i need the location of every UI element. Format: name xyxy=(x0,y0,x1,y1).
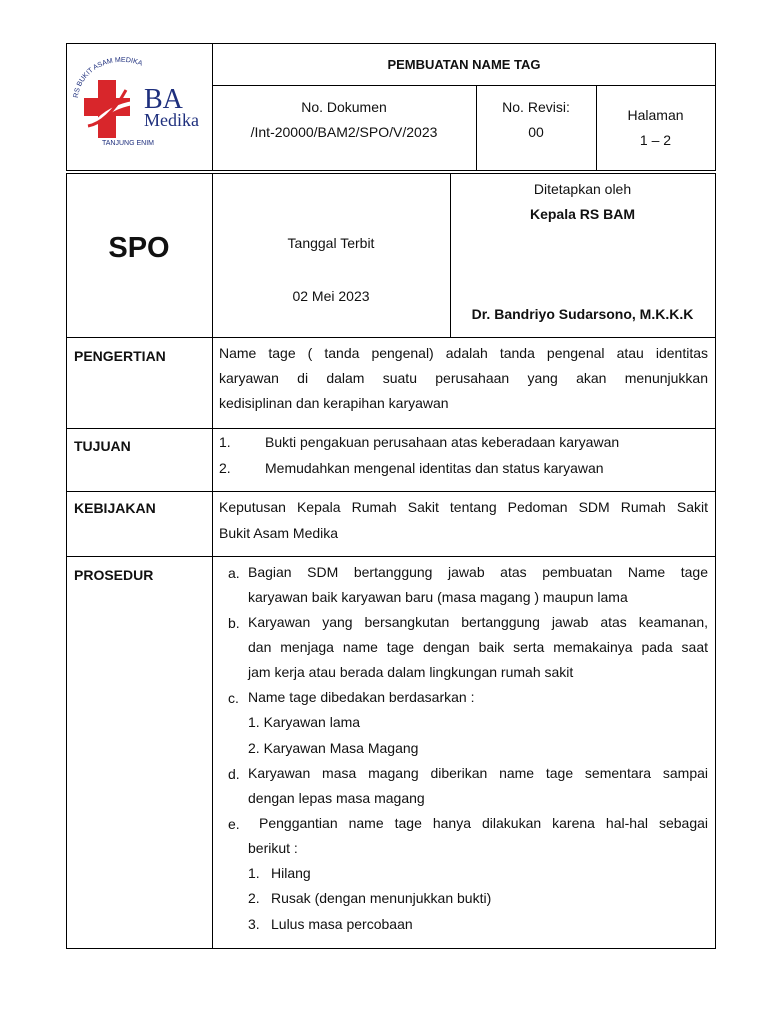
set-by-label: Ditetapkan oleh xyxy=(533,181,632,197)
prosedur-e-subitem-number: 1. xyxy=(248,865,260,881)
prosedur-e-subitem-text: Rusak (dengan menunjukkan bukti) xyxy=(271,890,492,906)
tujuan-item-number: 1. xyxy=(219,434,231,450)
spo-label: SPO xyxy=(108,232,170,264)
prosedur-b-line: jam kerja atau berada dalam lingkungan rumah sakit xyxy=(248,664,574,680)
prosedur-e-line: Penggantian name tage hanya dilakukan karena hal-hal sebagai xyxy=(248,815,708,831)
prosedur-marker-c: c. xyxy=(228,690,239,706)
prosedur-b-line: dan menjaga name tage dengan baik serta memakainya pada saat xyxy=(248,639,708,655)
revision-value: 00 xyxy=(528,124,544,140)
logo-arc-text: RS BUKIT ASAM MEDIKA xyxy=(72,56,144,99)
hospital-logo xyxy=(70,52,210,160)
prosedur-d-line: dengan lepas masa magang xyxy=(248,790,425,806)
tujuan-item-number: 2. xyxy=(219,460,231,476)
prosedur-marker-a: a. xyxy=(228,565,240,581)
section-label-tujuan: TUJUAN xyxy=(74,438,131,454)
prosedur-e-subitem-number: 2. xyxy=(248,890,260,906)
issue-date-value: 02 Mei 2023 xyxy=(292,288,370,304)
tujuan-item-text: Memudahkan mengenal identitas dan status karyawan xyxy=(265,460,604,476)
prosedur-e-subitem-text: Lulus masa percobaan xyxy=(271,916,413,932)
doc-number-label: No. Dokumen xyxy=(301,99,387,115)
prosedur-c-line: Name tage dibedakan berdasarkan : xyxy=(248,689,475,705)
page-label: Halaman xyxy=(627,107,684,123)
prosedur-d-line: Karyawan masa magang diberikan name tage sementara sampai xyxy=(248,765,708,781)
prosedur-a-line: karyawan baik karyawan baru (masa magang ) maupun lama xyxy=(248,589,628,605)
section-label-pengertian: PENGERTIAN xyxy=(74,348,166,364)
tujuan-item-text: Bukti pengakuan perusahaan atas keberadaan karyawan xyxy=(265,434,620,450)
document-title: PEMBUATAN NAME TAG xyxy=(387,57,541,72)
prosedur-marker-e: e. xyxy=(228,816,240,832)
prosedur-e-subitem-number: 3. xyxy=(248,916,260,932)
section-label-prosedur: PROSEDUR xyxy=(74,567,154,583)
doc-number-value: /Int-20000/BAM2/SPO/V/2023 xyxy=(250,124,438,140)
signer-name: Dr. Bandriyo Sudarsono, M.K.K.K xyxy=(471,306,694,322)
logo-brand-medika: Medika xyxy=(144,110,199,130)
prosedur-e-subitem-text: Hilang xyxy=(271,865,311,881)
issue-date-label: Tanggal Terbit xyxy=(287,235,375,251)
logo-sub-text: TANJUNG ENIM xyxy=(102,140,154,147)
prosedur-c-subitem: 1. Karyawan lama xyxy=(248,714,361,730)
prosedur-marker-d: d. xyxy=(228,766,240,782)
page-value: 1 – 2 xyxy=(639,132,672,148)
logo-brand-ba: BA xyxy=(144,84,183,115)
prosedur-a-line: Bagian SDM bertanggung jawab atas pembuatan Name tage xyxy=(248,564,708,580)
pengertian-line: kedisiplinan dan kerapihan karyawan xyxy=(219,395,449,411)
prosedur-marker-b: b. xyxy=(228,615,240,631)
kebijakan-line: Keputusan Kepala Rumah Sakit tentang Pedoman SDM Rumah Sakit xyxy=(219,499,708,515)
pengertian-line: Name tage ( tanda pengenal) adalah tanda pengenal atau identitas xyxy=(219,345,708,361)
pengertian-line: karyawan di dalam suatu perusahaan yang akan menunjukkan xyxy=(219,370,708,386)
kebijakan-line: Bukit Asam Medika xyxy=(219,525,339,541)
prosedur-b-line: Karyawan yang bersangkutan bertanggung jawab atas keamanan, xyxy=(248,614,708,630)
revision-label: No. Revisi: xyxy=(502,99,570,115)
prosedur-e-line: berikut : xyxy=(248,840,298,856)
prosedur-c-subitem: 2. Karyawan Masa Magang xyxy=(248,740,419,756)
section-label-kebijakan: KEBIJAKAN xyxy=(74,500,156,516)
set-by-position: Kepala RS BAM xyxy=(529,206,636,222)
